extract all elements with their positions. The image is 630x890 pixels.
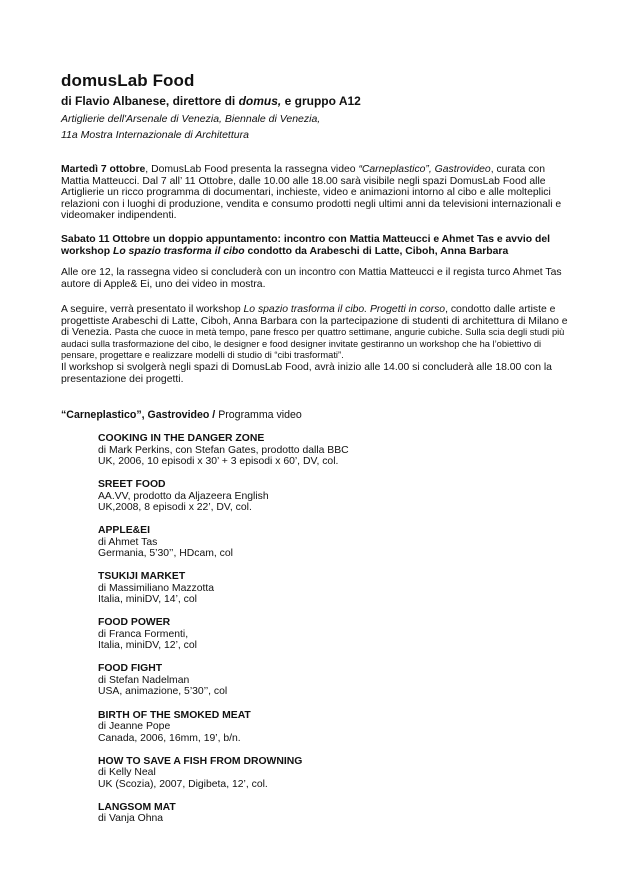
paragraph-intro [61, 164, 576, 222]
program-item-title: APPLE&EI [98, 525, 150, 537]
subtitle-suffix: e gruppo A12 [281, 94, 361, 108]
program-item-credit: di Ahmet Tas [98, 536, 158, 548]
program-item-info: Canada, 2006, 16mm, 19’, b/n. [98, 732, 241, 744]
page-title: domusLab Food [61, 71, 195, 90]
program-item-credit: di Stefan Nadelman [98, 674, 190, 686]
intro-text-a: , DomusLab Food presenta la rassegna video [145, 164, 359, 175]
program-item-title: LANGSOM MAT [98, 801, 176, 813]
saturday-text-b: condotto da Arabeschi di Latte, Ciboh, Anna Barbara [244, 245, 509, 257]
program-item [98, 710, 518, 745]
saturday-text-a: Sabato 11 Ottobre un doppio appuntamento: incontro con Mattia Matteucci e Ahmet Tas e avvio del workshop [61, 234, 550, 257]
program-item-credit: di Massimiliano Mazzotta [98, 582, 215, 594]
program-item-credit: di Jeanne Pope [98, 721, 171, 733]
program-item [98, 479, 518, 514]
program-heading [61, 409, 302, 421]
program-item-credit: di Kelly Neal [98, 767, 156, 779]
venue-line-1: Artiglierie dell'Arsenale di Venezia, Biennale di Venezia, [61, 113, 321, 125]
program-item [98, 571, 518, 606]
program-item-title: BIRTH OF THE SMOKED MEAT [98, 709, 251, 721]
program-item [98, 433, 518, 468]
paragraph-saturday [61, 234, 576, 257]
intro-titles: “Carneplastico”, Gastrovideo [358, 164, 491, 175]
subtitle-domus: domus, [238, 94, 282, 108]
subtitle-prefix: di Flavio Albanese, direttore di [61, 94, 239, 108]
program-item-title: COOKING IN THE DANGER ZONE [98, 433, 265, 444]
program-item [98, 617, 518, 652]
program-item-title: TSUKIJI MARKET [98, 571, 186, 583]
program-heading-bold: “Carneplastico”, Gastrovideo / [61, 409, 216, 421]
intro-text-b: , curata con Mattia Matteucci. Dal 7 all’ 11 Ottobre, dalle 10.00 alle 18.00 sarà visibile negli spazi DomusLab Food alle Artiglierie un ricco programma di documentari, inchieste, video e animazioni intorno al cibo e alle molteplici relazioni con i luoghi di produzione, vendita e consumo prodotti negli ultimi anni da televisioni internazionali e videomaker indipendenti. [61, 164, 562, 222]
program-item-info: UK, 2006, 10 episodi x 30’ + 3 episodi x 60’, DV, col. [98, 456, 339, 467]
program-item-info: USA, animazione, 5’30’’, col [98, 686, 228, 698]
subtitle [61, 94, 361, 108]
program-item [98, 525, 518, 560]
program-item-info: UK,2008, 8 episodi x 22’, DV, col. [98, 502, 252, 514]
program-item-title: FOOD FIGHT [98, 663, 163, 675]
program-item-title: FOOD POWER [98, 617, 171, 629]
program-item [98, 663, 518, 698]
program-item-info: Germania, 5’30’’, HDcam, col [98, 548, 233, 560]
intro-date: Martedì 7 ottobre [61, 164, 146, 175]
paragraph-workshop [61, 304, 576, 385]
workshop-text-c: Il workshop si svolgerà negli spazi di DomusLab Food, avrà inizio alle 14.00 si concluderà alle 18.00 con la presentazione dei progetti. [61, 361, 552, 385]
program-item-info: Italia, miniDV, 14’, col [98, 594, 197, 606]
saturday-workshop-title: Lo spazio trasforma il cibo [112, 245, 245, 257]
workshop-text-a: A seguire, verrà presentato il workshop [61, 304, 244, 315]
venue-line-2: 11a Mostra Internazionale di Architettura [61, 129, 249, 141]
workshop-text-b: , condotto dalle artiste e progettiste Arabeschi di Latte, Ciboh, Anna Barbara con la partecipazione di studenti di architettura di Milano e di Venezia. [61, 304, 568, 339]
program-item-credit: AA.VV, prodotto da Aljazeera English [98, 490, 269, 502]
program-heading-rest: Programma video [215, 409, 302, 421]
program-item-credit: di Franca Formenti, [98, 628, 189, 640]
program-item [98, 802, 518, 825]
program-item-credit: di Mark Perkins, con Stefan Gates, prodotto dalla BBC [98, 444, 349, 456]
program-item-info: UK (Scozia), 2007, Digibeta, 12’, col. [98, 778, 268, 790]
program-item-title: SREET FOOD [98, 479, 166, 491]
workshop-title: Lo spazio trasforma il cibo. Progetti in corso [243, 304, 446, 315]
program-item [98, 756, 518, 791]
workshop-description: Pasta che cuoce in metà tempo, pane fresco per quattro settimane, angurie cubiche. Sulla scia degli studi più audaci sulla trasformazione del cibo, le designer e food designer invitate gestiranno un workshop che ha l’obiettivo di pensare, progettare e realizzare modelli di studio di “cibi trasformati”. [61, 327, 565, 361]
program-item-credit: di Vanja Ohna [98, 813, 164, 825]
program-item-info: Italia, miniDV, 12’, col [98, 640, 197, 652]
paragraph-meeting: Alle ore 12, la rassegna video si concluderà con un incontro con Mattia Matteucci e il regista turco Ahmet Tas autore di Apple& Ei, uno dei video in mostra. [61, 267, 562, 290]
program-list [98, 433, 518, 825]
program-item-title: HOW TO SAVE A FISH FROM DROWNING [98, 755, 303, 767]
